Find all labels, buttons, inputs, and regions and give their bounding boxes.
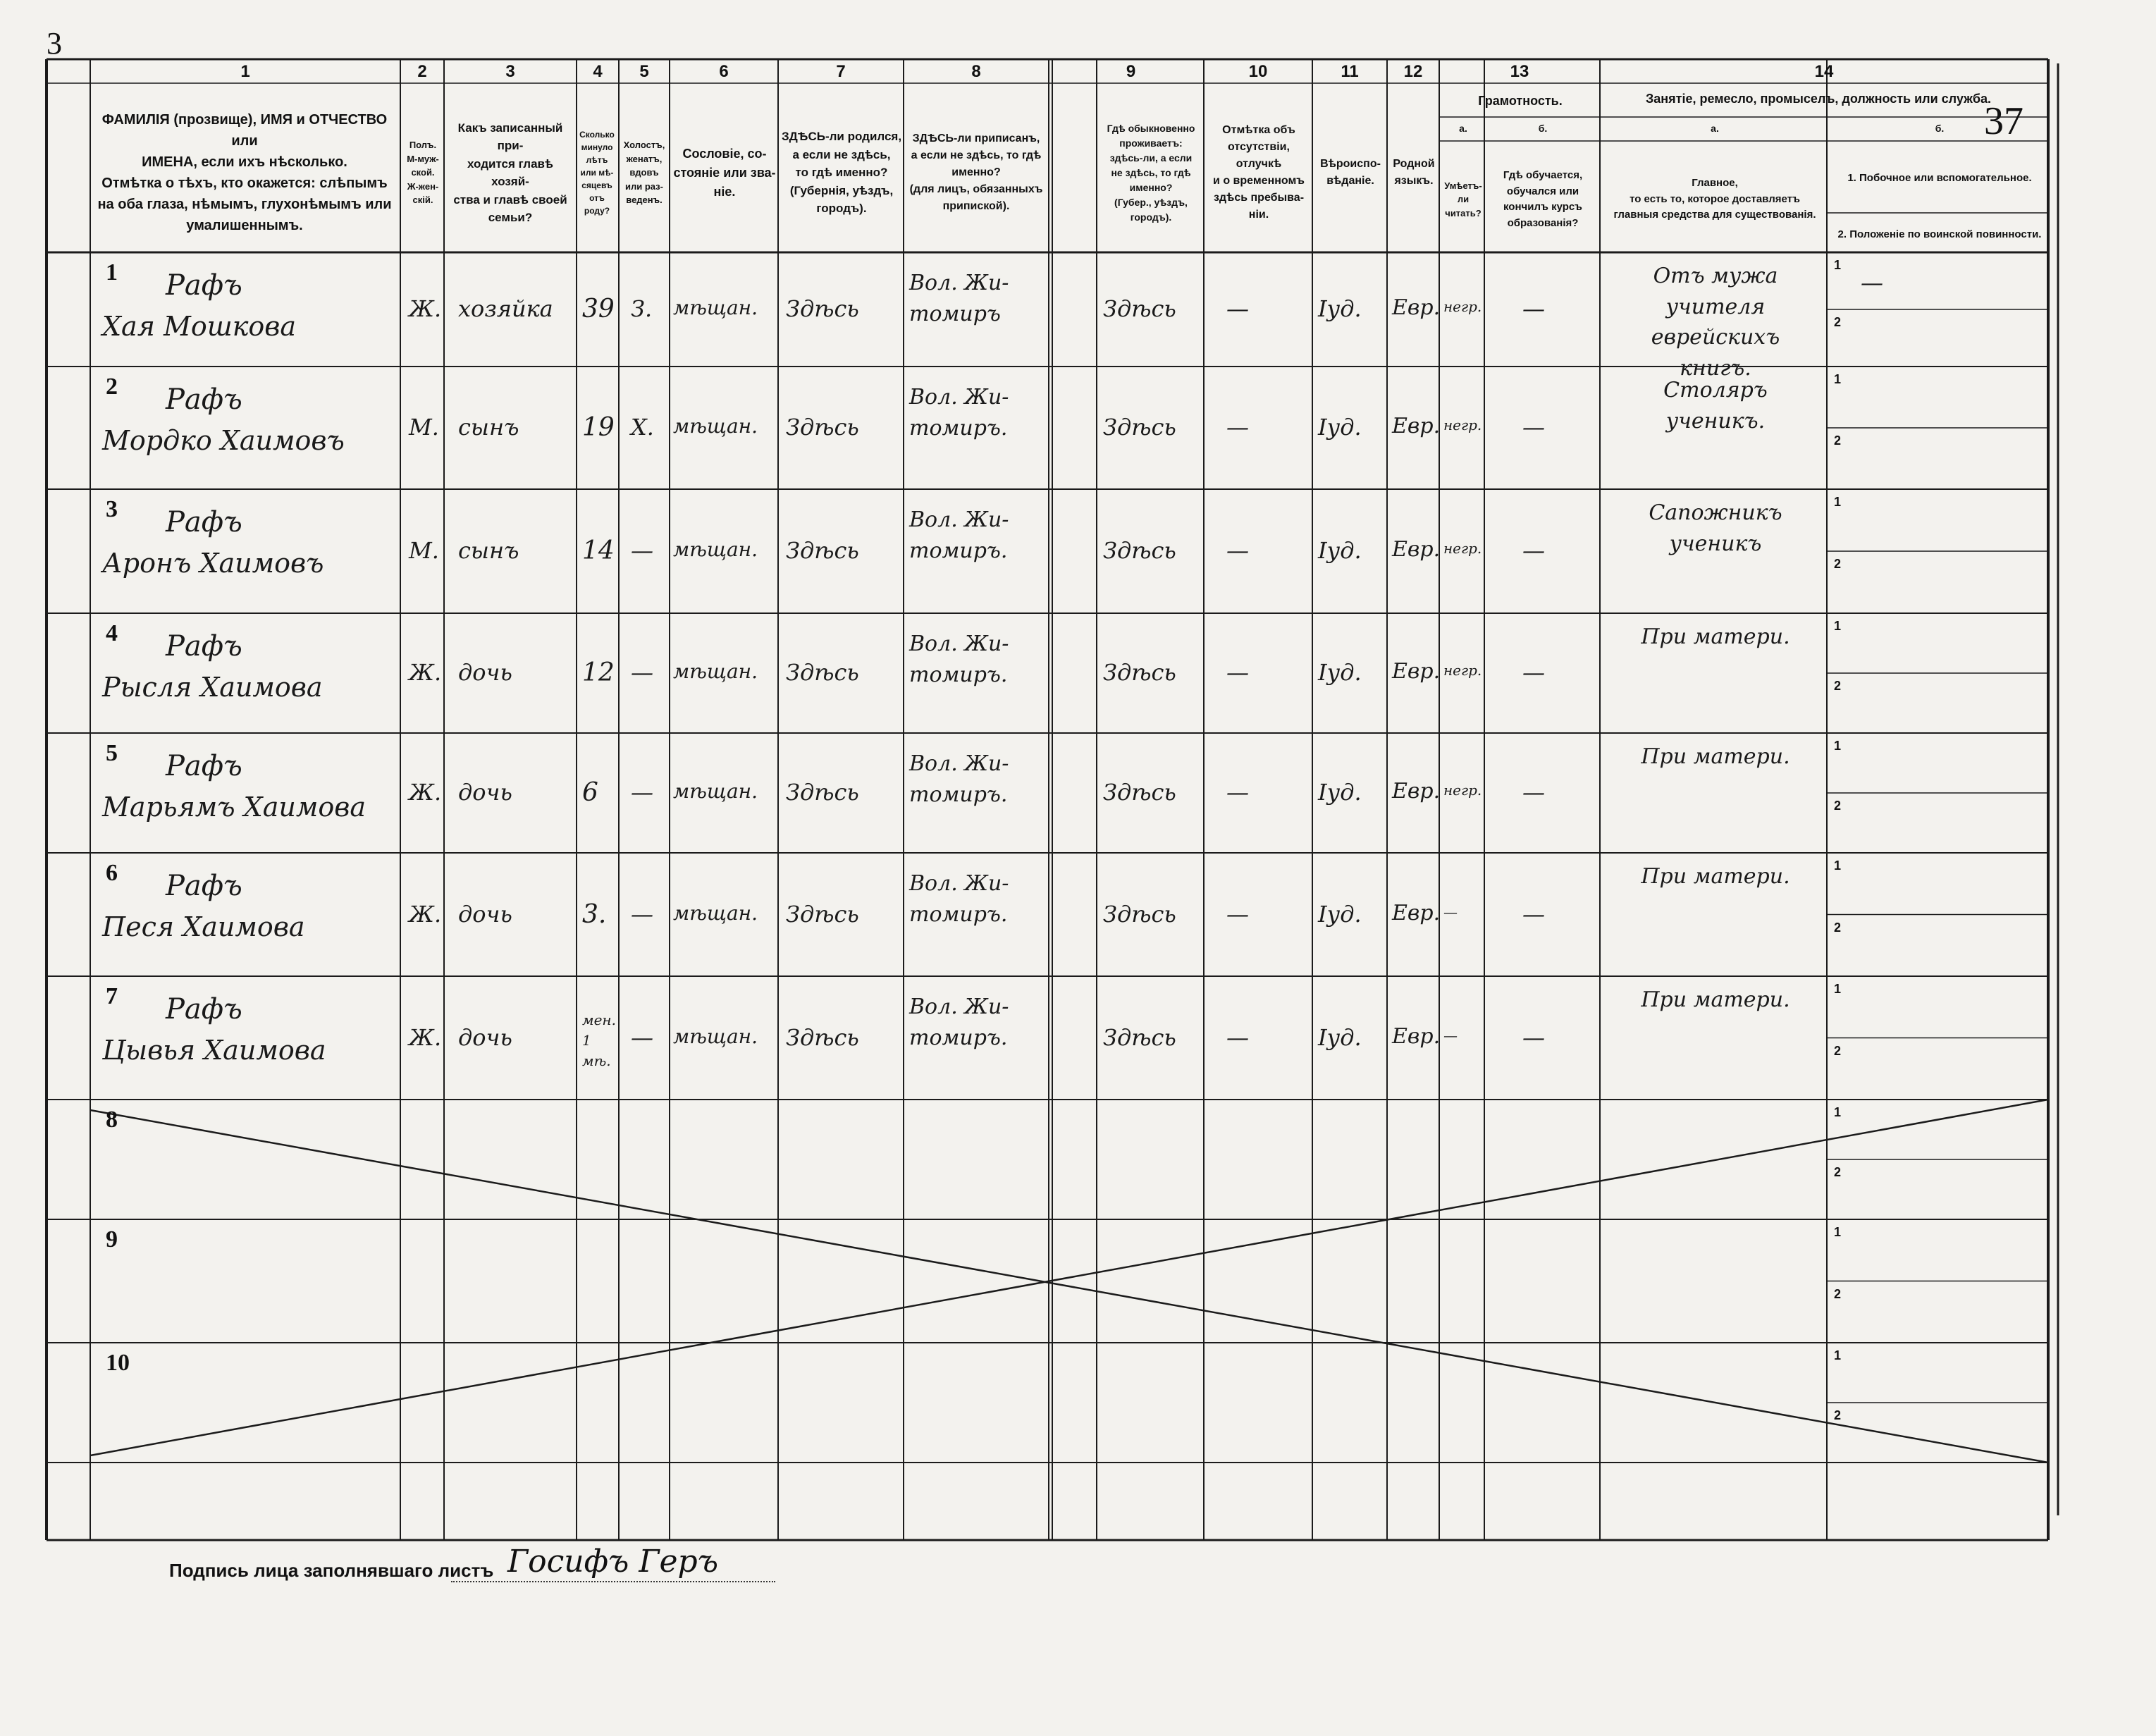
absence-note: — [1226, 779, 1249, 806]
native-language: Евр. [1392, 537, 1441, 562]
marital-status: — [631, 900, 653, 928]
residence: Здѣсь [1103, 537, 1176, 564]
given-name: Цывья Хаимова [102, 1035, 326, 1066]
age: 39 [582, 295, 615, 324]
relation: дочь [458, 1023, 512, 1051]
row-number: 1 [106, 259, 118, 285]
marital-status: — [631, 1023, 653, 1051]
row-number: 4 [106, 620, 118, 646]
occupation-sub-label: 2 [1834, 1165, 1842, 1179]
literacy: негр. [1443, 298, 1482, 315]
registration-place: Вол. Жи- томиръ. [909, 507, 1009, 563]
education: — [1522, 1023, 1545, 1051]
occupation-sub-label: 1 [1834, 372, 1842, 386]
sex: Ж. [409, 900, 442, 928]
registration-place: Вол. Жи- томиръ. [909, 871, 1009, 927]
relation: сынъ [458, 537, 519, 564]
residence: Здѣсь [1103, 1023, 1176, 1051]
surname: Рафъ [166, 383, 242, 416]
absence-note: — [1226, 1023, 1249, 1051]
main-occupation: При матери. [1641, 744, 1790, 769]
religion: Іуд. [1318, 1023, 1362, 1051]
literacy: негр. [1443, 662, 1482, 679]
religion: Іуд. [1318, 414, 1362, 441]
given-name: Аронъ Хаимовъ [102, 548, 324, 579]
given-name: Марьямъ Хаимова [102, 792, 366, 823]
occupation-sub-label: 1 [1834, 1348, 1842, 1362]
relation: сынъ [458, 414, 519, 441]
column-number: 10 [1248, 62, 1268, 81]
header-col-14-title: Занятіе, ремесло, промыселъ, должность или служба. [1645, 91, 1992, 106]
header-col-14a-letter: а. [1711, 122, 1719, 134]
cancel-line [90, 1110, 2048, 1463]
registration-place: Вол. Жи- томиръ. [909, 751, 1009, 807]
birthplace: Здѣсь [786, 900, 859, 928]
surname: Рафъ [166, 870, 242, 902]
header-col-2: Полъ. М-муж- ской. Ж-жен- скій. [407, 140, 439, 206]
estate: мѣщан. [673, 660, 758, 683]
birthplace: Здѣсь [786, 414, 859, 441]
column-number: 14 [1814, 62, 1834, 81]
column-number: 5 [639, 62, 649, 81]
occupation-sub-label: 1 [1834, 1225, 1842, 1239]
given-name: Рысля Хаимова [102, 672, 323, 703]
literacy: — [1443, 903, 1458, 921]
header-col-13b-letter: б. [1538, 122, 1548, 134]
native-language: Евр. [1392, 779, 1441, 804]
column-number: 8 [971, 62, 981, 81]
header-col-7: ЗДѢСЬ-ли родился, а если не здѣсь, то гдѣ именно? (Губернія, уѣздъ, городъ). [781, 130, 902, 216]
education: — [1522, 659, 1545, 686]
estate: мѣщан. [673, 414, 758, 438]
absence-note: — [1226, 295, 1249, 322]
age: 12 [582, 658, 615, 687]
registration-place: Вол. Жи- томиръ. [909, 385, 1009, 441]
occupation-sub-label: 1 [1834, 258, 1842, 272]
estate: мѣщан. [673, 538, 758, 561]
occupation-sub-label: 1 [1834, 982, 1842, 996]
sex: М. [409, 537, 439, 564]
occupation-sub-label: 2 [1834, 799, 1842, 813]
given-name: Мордко Хаимовъ [102, 425, 345, 456]
registration-place: Вол. Жи- томиръ [909, 271, 1009, 326]
row-number: 10 [106, 1350, 130, 1376]
religion: Іуд. [1318, 537, 1362, 564]
absence-note: — [1226, 414, 1249, 441]
literacy: — [1443, 1026, 1458, 1044]
row-number: 5 [106, 740, 118, 766]
age: 3. [582, 899, 607, 929]
signature-value: Госифъ Геръ [507, 1544, 719, 1580]
occupation-sub-label: 2 [1834, 920, 1842, 935]
header-col-11: Вѣроиспо- вѣданіе. [1320, 158, 1381, 187]
residence: Здѣсь [1103, 414, 1176, 441]
absence-note: — [1226, 659, 1249, 686]
registration-place: Вол. Жи- томиръ. [909, 632, 1009, 687]
education: — [1522, 295, 1545, 322]
header-col-14b-1: 1. Побочное или вспомогательное. [1847, 171, 2032, 184]
estate: мѣщан. [673, 296, 758, 319]
religion: Іуд. [1318, 900, 1362, 928]
estate: мѣщан. [673, 780, 758, 803]
column-number: 3 [505, 62, 515, 81]
birthplace: Здѣсь [786, 779, 859, 806]
column-number: 7 [836, 62, 846, 81]
row-number: 2 [106, 374, 118, 400]
native-language: Евр. [1392, 900, 1441, 925]
surname: Рафъ [166, 506, 242, 538]
row-number: 3 [106, 496, 118, 522]
surname: Рафъ [166, 750, 242, 782]
native-language: Евр. [1392, 659, 1441, 684]
row-number: 8 [106, 1107, 118, 1133]
relation: дочь [458, 779, 512, 806]
birthplace: Здѣсь [786, 659, 859, 686]
header-col-13a: Умѣетъ- ли читать? [1444, 180, 1482, 218]
header-col-6: Сословіе, со- стояніе или зва- ніе. [673, 146, 776, 199]
main-occupation: Сапожникъ ученикъ [1649, 500, 1782, 556]
occupation-sub-label: 2 [1834, 1043, 1842, 1058]
age: 6 [582, 778, 598, 807]
relation: дочь [458, 659, 512, 686]
page-mark-left: 3 [47, 26, 62, 61]
given-name: Песя Хаимова [102, 911, 305, 942]
occupation-sub-label: 2 [1834, 557, 1842, 571]
occupation-sub-label: 1 [1834, 495, 1842, 509]
residence: Здѣсь [1103, 295, 1176, 322]
main-occupation: Отъ мужа учителя еврейскихъ книгъ. [1651, 264, 1780, 381]
page-number: 37 [1984, 99, 2023, 143]
column-number: 13 [1510, 62, 1529, 81]
main-occupation: При матери. [1641, 864, 1790, 889]
header-col-9: Гдѣ обыкновенно проживаетъ: здѣсь-ли, а если не здѣсь, то гдѣ именно? (Губер., уѣздъ, городъ). [1107, 122, 1195, 223]
sex: Ж. [409, 295, 442, 322]
marital-status: Х. [631, 414, 654, 441]
header-col-8: ЗДѢСЬ-ли приписанъ, а если не здѣсь, то гдѣ именно? (для лицъ, обязанныхъ припиской). [909, 133, 1043, 212]
absence-note: — [1226, 537, 1249, 564]
age: мен. 1 мѣ. [582, 1011, 616, 1069]
header-col-13b: Гдѣ обучается, обучался или кончилъ курсъ образованія? [1503, 169, 1583, 229]
absence-note: — [1226, 900, 1249, 928]
column-number: 1 [240, 62, 250, 81]
education: — [1522, 779, 1545, 806]
header-col-10: Отмѣтка объ отсутствіи, отлучкѣ и о временномъ здѣсь пребыва- ніи. [1213, 124, 1305, 221]
occupation-sub-label: 2 [1834, 1286, 1842, 1301]
sex: М. [409, 414, 439, 441]
column-number: 4 [593, 62, 603, 81]
header-col-4: Сколько минуло лѣтъ или мѣ- сяцевъ отъ роду? [579, 130, 615, 216]
row-number: 9 [106, 1226, 118, 1252]
age: 14 [582, 536, 615, 565]
occupation-sub-label: 1 [1834, 739, 1842, 753]
header-col-13a-letter: а. [1459, 122, 1467, 134]
religion: Іуд. [1318, 659, 1362, 686]
signature-label: Подпись лица заполнявшаго листъ [169, 1560, 494, 1581]
residence: Здѣсь [1103, 900, 1176, 928]
occupation-sub-label: 1 [1834, 619, 1842, 633]
occupation-sub-label: 2 [1834, 679, 1842, 693]
surname: Рафъ [166, 993, 242, 1026]
column-number: 12 [1403, 62, 1423, 81]
estate: мѣщан. [673, 901, 758, 925]
column-number: 2 [417, 62, 427, 81]
residence: Здѣсь [1103, 779, 1176, 806]
marital-status: — [631, 659, 653, 686]
literacy: негр. [1443, 782, 1482, 799]
occupation-sub-label: 1 [1834, 1105, 1842, 1119]
occupation-sub-label: 2 [1834, 315, 1842, 329]
given-name: Хая Мошкова [102, 311, 297, 342]
header-col-14b-letter: б. [1935, 122, 1945, 134]
header-col-14b-2: 2. Положеніе по воинской повинности. [1837, 228, 2042, 240]
header-col-14a: Главное, то есть то, которое доставляетъ главныя средства для существованія. [1613, 177, 1816, 221]
native-language: Евр. [1392, 295, 1441, 320]
occupation-sub-label: 1 [1834, 858, 1842, 873]
sex: Ж. [409, 659, 442, 686]
header-col-3: Какъ записанный при- ходится главѣ хозяй- ства и главѣ своей семьи? [453, 121, 567, 224]
relation: хозяйка [458, 295, 553, 322]
occupation-sub-label: 2 [1834, 433, 1842, 448]
literacy: негр. [1443, 417, 1482, 433]
row-number: 6 [106, 860, 118, 886]
header-col-13-title: Грамотность. [1478, 93, 1563, 108]
birthplace: Здѣсь [786, 1023, 859, 1051]
sex: Ж. [409, 779, 442, 806]
residence: Здѣсь [1103, 659, 1176, 686]
relation: дочь [458, 900, 512, 928]
header-col-1: ФАМИЛІЯ (прозвище), ИМЯ и ОТЧЕСТВО или ИМЕНА, если ихъ нѣсколько. Отмѣтка о тѣхъ, кто окажется: слѣпымъ на оба глаза, нѣмымъ, глухонѣмымъ или умалишеннымъ. [97, 112, 392, 233]
surname: Рафъ [166, 269, 242, 302]
occupation-sub-label: 2 [1834, 1408, 1842, 1422]
education: — [1522, 900, 1545, 928]
row-number: 7 [106, 983, 118, 1009]
education: — [1522, 414, 1545, 441]
signature-line [451, 1581, 775, 1582]
column-number: 6 [719, 62, 729, 81]
column-number: 9 [1126, 62, 1136, 81]
marital-status: З. [631, 295, 653, 322]
native-language: Евр. [1392, 414, 1441, 438]
sex: Ж. [409, 1023, 442, 1051]
header-col-12: Родной языкъ. [1393, 158, 1435, 187]
religion: Іуд. [1318, 779, 1362, 806]
header-col-5: Холостъ, женатъ, вдовъ или раз- веденъ. [623, 140, 665, 206]
estate: мѣщан. [673, 1024, 758, 1048]
native-language: Евр. [1392, 1023, 1441, 1049]
religion: Іуд. [1318, 295, 1362, 322]
main-occupation: При матери. [1641, 624, 1790, 649]
cancel-line [90, 1100, 2048, 1455]
birthplace: Здѣсь [786, 295, 859, 322]
literacy: негр. [1443, 540, 1482, 557]
surname: Рафъ [166, 630, 242, 663]
registration-place: Вол. Жи- томиръ. [909, 995, 1009, 1050]
secondary-occupation: — [1861, 269, 1883, 296]
marital-status: — [631, 779, 653, 806]
column-number: 11 [1341, 62, 1359, 81]
main-occupation: Столяръ ученикъ. [1663, 378, 1768, 433]
birthplace: Здѣсь [786, 537, 859, 564]
marital-status: — [631, 537, 653, 564]
main-occupation: При матери. [1641, 987, 1790, 1012]
education: — [1522, 537, 1545, 564]
age: 19 [582, 413, 615, 442]
